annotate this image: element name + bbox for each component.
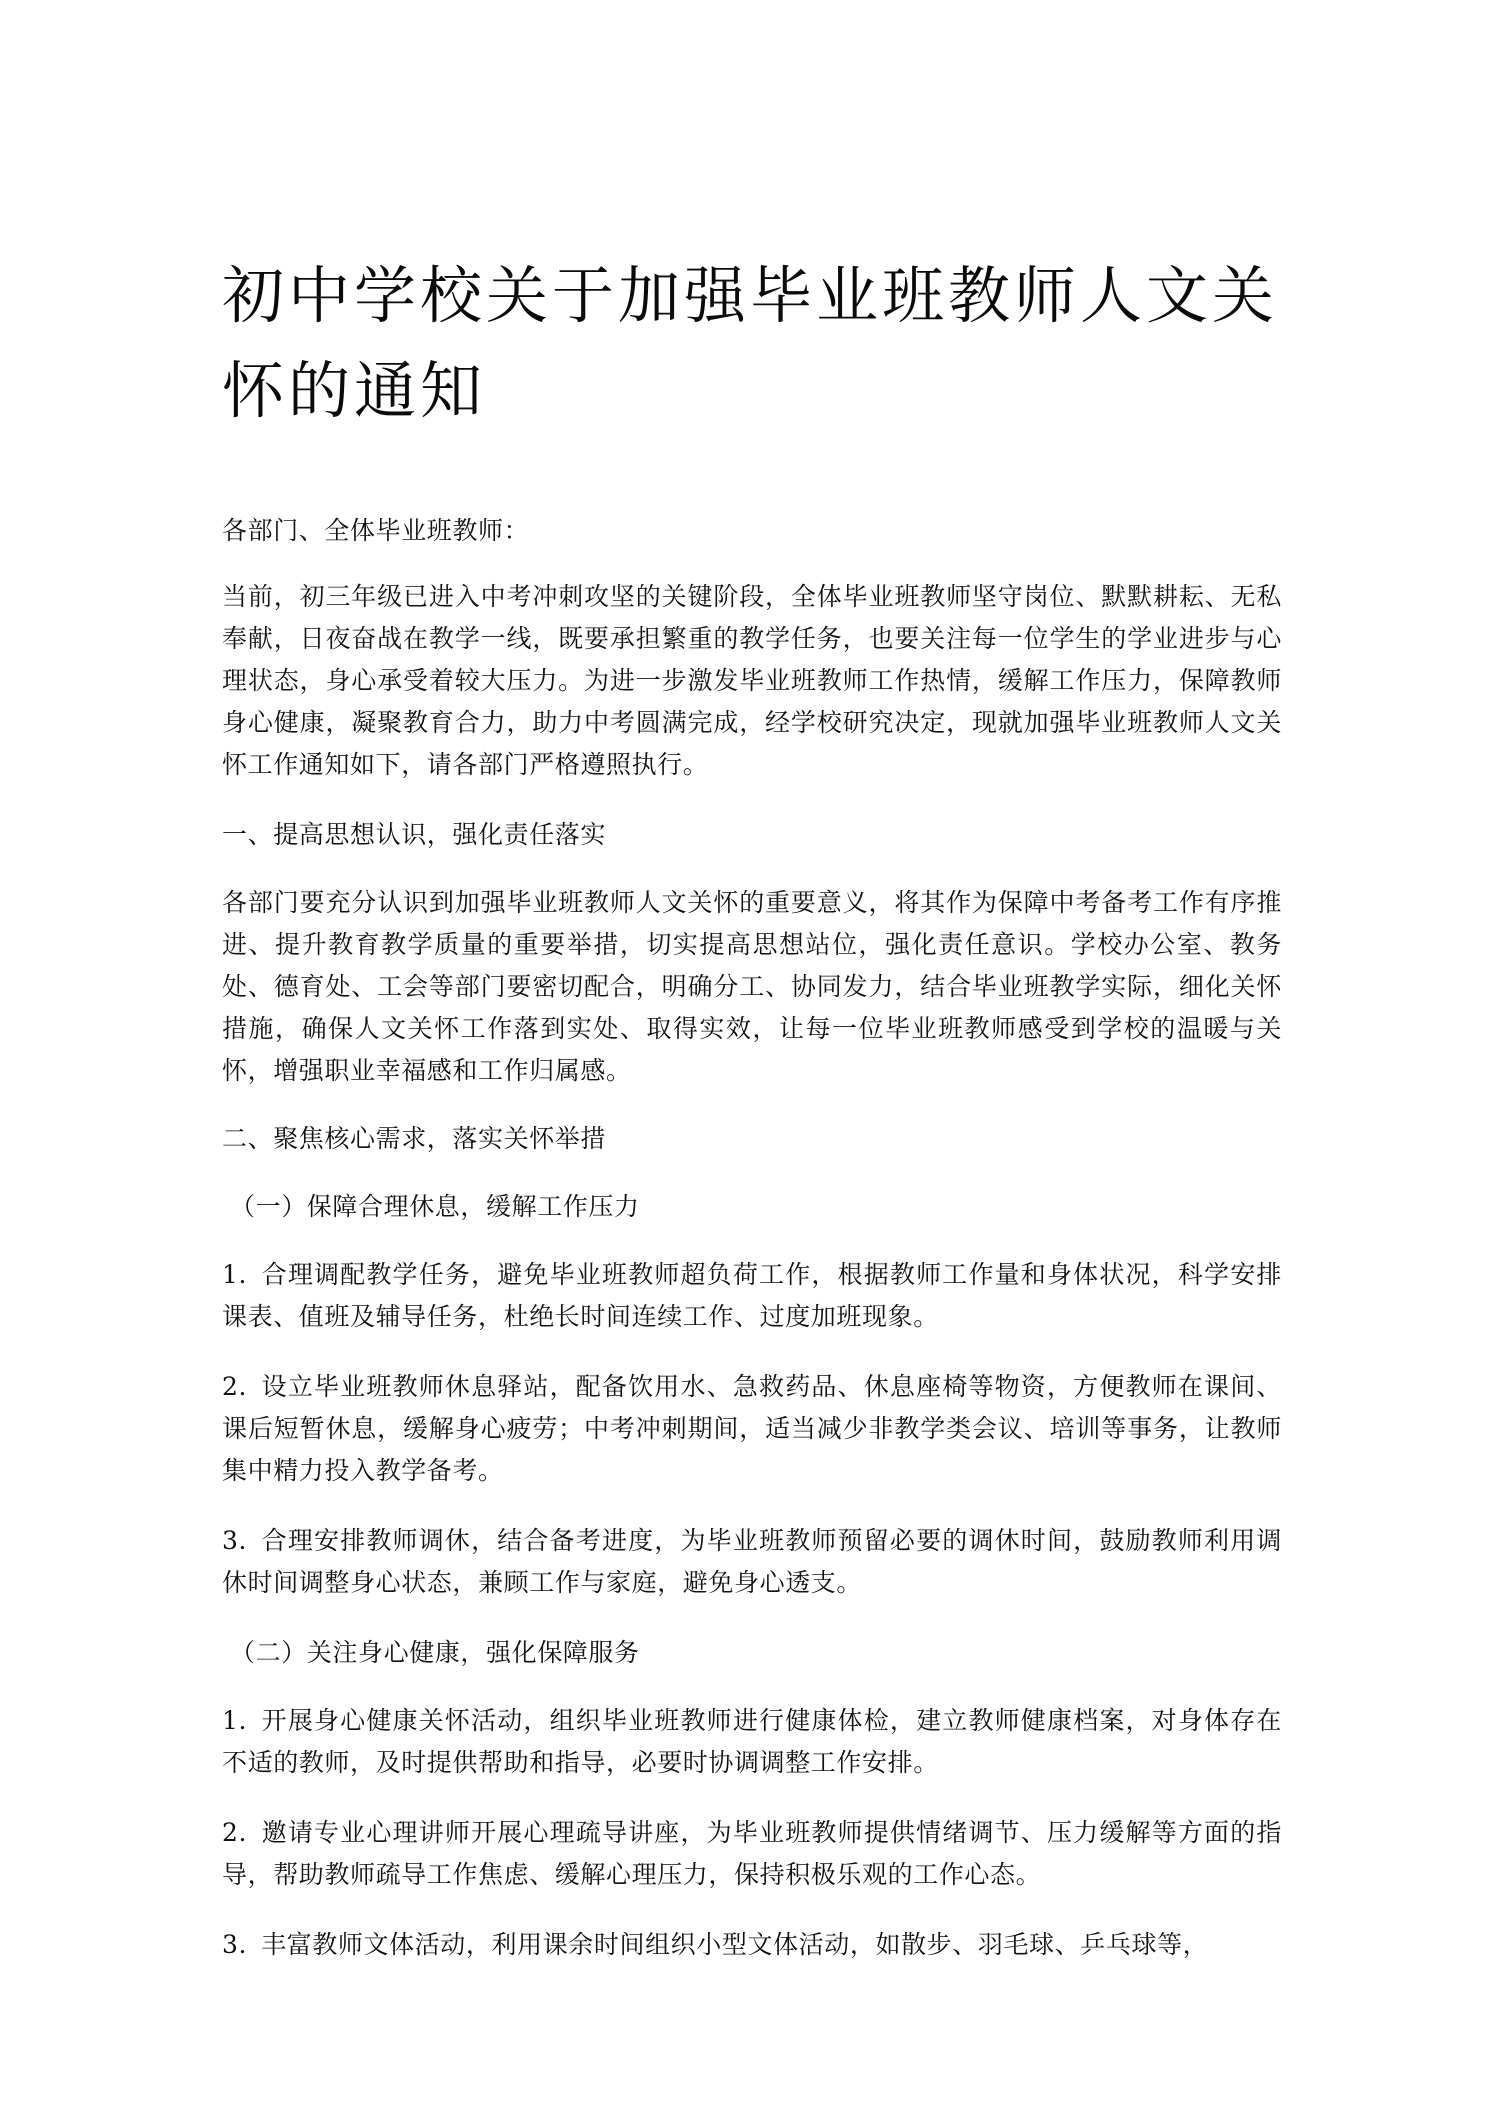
item-text: 邀请专业心理讲师开展心理疏导讲座，为毕业班教师提供情绪调节、压力缓解等方面的指导，帮助教师疏导工作焦虑、缓解心理压力，保持积极乐观的工作心态。 (222, 1818, 1282, 1889)
item-number: 1. (222, 1260, 248, 1289)
list-item (222, 1924, 1282, 1966)
subsection-1-heading: （一）保障合理休息，缓解工作压力 (230, 1192, 640, 1221)
item-text: 合理调配教学任务，避免毕业班教师超负荷工作，根据教师工作量和身体状况，科学安排课表、值班及辅导任务，杜绝长时间连续工作、过度加班现象。 (222, 1260, 1282, 1331)
item-number: 1. (222, 1706, 248, 1735)
item-text: 设立毕业班教师休息驿站，配备饮用水、急救药品、休息座椅等物资，方便教师在课间、课后短暂休息，缓解身心疲劳；中考冲刺期间，适当减少非教学类会议、培训等事务，让教师集中精力投入教学备考。 (222, 1372, 1282, 1485)
document-body (222, 510, 1282, 1994)
list-item (222, 1366, 1282, 1492)
item-text: 丰富教师文体活动，利用课余时间组织小型文体活动，如散步、羽毛球、乒乓球等， (261, 1930, 1209, 1959)
section-1-body: 各部门要充分认识到加强毕业班教师人文关怀的重要意义，将其作为保障中考备考工作有序推进、提升教育教学质量的重要举措，切实提高思想站位，强化责任意识。学校办公室、教务处、德育处、工会等部门要密切配合，明确分工、协同发力，结合毕业班教学实际，细化关怀措施，确保人文关怀工作落到实处、取得实效，让每一位毕业班教师感受到学校的温暖与关怀，增强职业幸福感和工作归属感。 (222, 888, 1282, 1085)
section-1-heading: 一、提高思想认识，强化责任落实 (222, 820, 607, 849)
document-title: 初中学校关于加强毕业班教师人文关怀的通知 (222, 259, 1279, 427)
item-number: 2. (222, 1818, 248, 1847)
list-item (222, 1700, 1282, 1784)
item-number: 3. (222, 1526, 248, 1555)
list-item (222, 1812, 1282, 1896)
list-item (222, 1254, 1282, 1338)
item-text: 合理安排教师调休，结合备考进度，为毕业班教师预留必要的调休时间，鼓励教师利用调休时间调整身心状态，兼顾工作与家庭，避免身心透支。 (222, 1526, 1282, 1597)
item-number: 3. (222, 1930, 248, 1959)
item-text: 开展身心健康关怀活动，组织毕业班教师进行健康体检，建立教师健康档案，对身体存在不适的教师，及时提供帮助和指导，必要时协调调整工作安排。 (222, 1706, 1282, 1777)
salutation: 各部门、全体毕业班教师： (222, 516, 530, 545)
item-number: 2. (222, 1372, 248, 1401)
list-item (222, 1520, 1282, 1604)
intro-paragraph: 当前，初三年级已进入中考冲刺攻坚的关键阶段，全体毕业班教师坚守岗位、默默耕耘、无私奉献，日夜奋战在教学一线，既要承担繁重的教学任务，也要关注每一位学生的学业进步与心理状态，身心承受着较大压力。为进一步激发毕业班教师工作热情，缓解工作压力，保障教师身心健康，凝聚教育合力，助力中考圆满完成，经学校研究决定，现就加强毕业班教师人文关怀工作通知如下，请各部门严格遵照执行。 (222, 582, 1282, 779)
subsection-2-heading: （二）关注身心健康，强化保障服务 (230, 1638, 640, 1667)
section-2-heading: 二、聚焦核心需求，落实关怀举措 (222, 1124, 607, 1153)
